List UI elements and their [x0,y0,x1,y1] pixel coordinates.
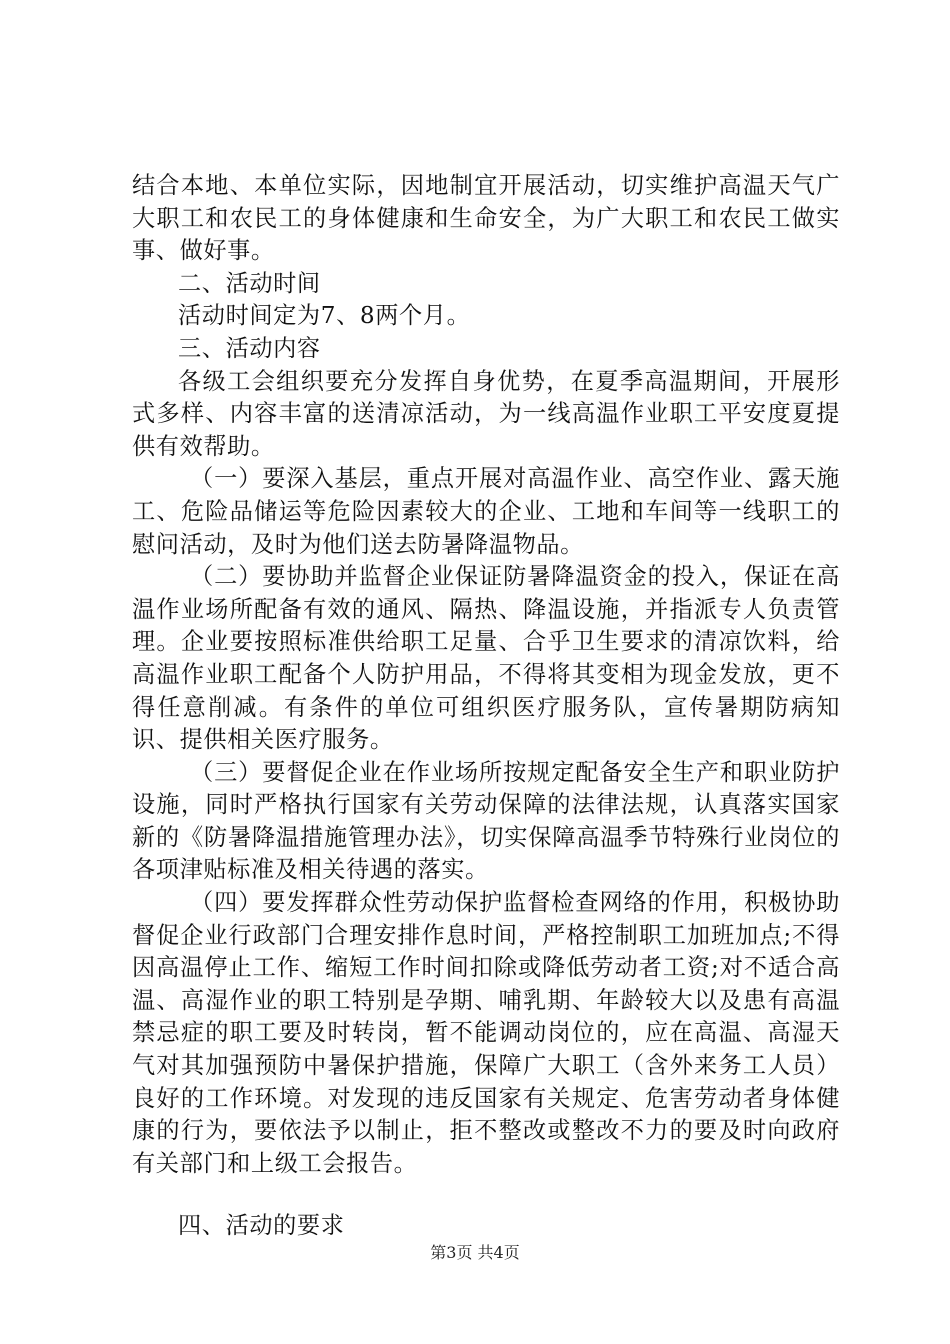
paragraph-item-1: （一）要深入基层，重点开展对高温作业、高空作业、露天施工、危险品储运等危险因素较大的企业、工地和车间等一线职工的慰问活动，及时为他们送去防暑降温物品。 [132,465,840,558]
section-heading-activity-content: 三、活动内容 [178,334,321,362]
paragraph-item-4: （四）要发挥群众性劳动保护监督检查网络的作用，积极协助督促企业行政部门合理安排作息时间，严格控制职工加班加点;不得因高温停止工作、缩短工作时间扣除或降低劳动者工资;对不适合高温、高湿作业的职工特别是孕期、哺乳期、年龄较大以及患有高温禁忌症的职工要及时转岗，暂不能调动岗位的，应在高温、高湿天气对其加强预防中暑保护措施，保障广大职工（含外来务工人员）良好的工作环境。对发现的违反国家有关规定、危害劳动者身体健康的行为，要依法予以制止，拒不整改或整改不力的要及时向政府有关部门和上级工会报告。 [132,889,840,1177]
paragraph-activity-content-intro: 各级工会组织要充分发挥自身优势，在夏季高温期间，开展形式多样、内容丰富的送清凉活动，为一线高温作业职工平安度夏提供有效帮助。 [132,367,840,460]
page-number-label: 第3页 共4页 [430,1243,520,1262]
document-body [132,170,840,1243]
paragraph-item-2: （二）要协助并监督企业保证防暑降温资金的投入，保证在高温作业场所配备有效的通风、隔热、降温设施，并指派专人负责管理。企业要按照标准供给职工足量、合乎卫生要求的清凉饮料，给高温作业职工配备个人防护用品，不得将其变相为现金发放，更不得任意削减。有条件的单位可组织医疗服务队，宣传暑期防病知识、提供相关医疗服务。 [132,563,840,754]
page-footer [0,1242,950,1264]
section-heading-activity-requirements: 四、活动的要求 [178,1212,345,1240]
paragraph-item-3: （三）要督促企业在作业场所按规定配备安全生产和职业防护设施，同时严格执行国家有关劳动保障的法律法规，认真落实国家新的《防暑降温措施管理办法》，切实保障高温季节特殊行业岗位的各项津贴标准及相关待遇的落实。 [132,758,840,884]
paragraph-gap [132,1180,840,1210]
paragraph-activity-time: 活动时间定为7、8两个月。 [178,302,471,330]
section-heading-activity-time: 二、活动时间 [178,269,321,297]
paragraph-continuation: 结合本地、本单位实际，因地制宜开展活动，切实维护高温天气广大职工和农民工的身体健康和生命安全，为广大职工和农民工做实事、做好事。 [132,172,840,265]
